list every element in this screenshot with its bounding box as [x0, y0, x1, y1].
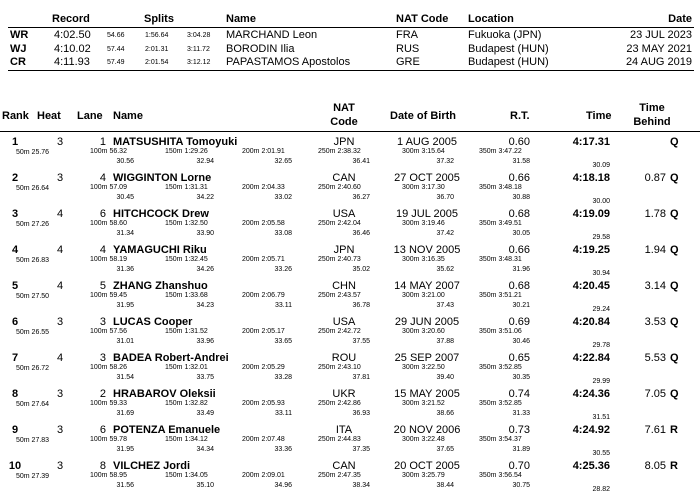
result-rank: 8: [11, 388, 19, 400]
result-rt: 0.66: [508, 244, 530, 256]
result-d200: 33.28: [274, 374, 292, 381]
result-d300: 38.44: [436, 482, 454, 489]
result-s350: 350m 3:48.31: [479, 256, 522, 263]
result-lane: 2: [99, 388, 106, 400]
result-dob: 20 NOV 2006: [393, 424, 461, 436]
result-s200: 200m 2:04.33: [242, 184, 285, 191]
result-rt: 0.73: [508, 424, 530, 436]
record-name: MARCHAND Leon: [226, 29, 318, 41]
result-dob: 19 JUL 2005: [396, 208, 458, 220]
result-behind: 1.94: [644, 244, 666, 256]
records-header-record: Record: [52, 13, 90, 25]
records-header-location: Location: [468, 13, 514, 25]
result-time: 4:19.09: [572, 208, 610, 220]
result-nat: CAN: [332, 172, 356, 184]
result-s50: 50m 27.26: [16, 221, 50, 228]
result-d400: 30.55: [592, 450, 610, 457]
result-d250: 37.35: [352, 446, 370, 453]
result-s250: 250m 2:42.04: [318, 220, 361, 227]
result-d350: 31.58: [512, 158, 530, 165]
result-s250: 250m 2:42.72: [318, 328, 361, 335]
result-name: BADEA Robert-Andrei: [113, 352, 229, 364]
result-s200: 200m 2:05.71: [242, 256, 285, 263]
result-d300: 37.88: [436, 338, 454, 345]
result-d150: 34.26: [196, 266, 214, 273]
result-d150: 33.90: [196, 230, 214, 237]
record-s3: 3:04.28: [187, 32, 211, 39]
result-d100: 31.69: [116, 410, 134, 417]
result-q: R: [670, 424, 678, 436]
result-lane: 3: [99, 352, 106, 364]
result-q: Q: [670, 388, 679, 400]
result-dob: 27 OCT 2005: [394, 172, 460, 184]
result-s300: 300m 3:21.52: [402, 400, 445, 407]
result-heat: 3: [56, 424, 64, 436]
result-d350: 31.96: [512, 266, 530, 273]
result-s200: 200m 2:05.29: [242, 364, 285, 371]
result-name: YAMAGUCHI Riku: [113, 244, 207, 256]
result-nat: USA: [332, 208, 356, 220]
result-s350: 350m 3:52.85: [479, 364, 522, 371]
result-name: POTENZA Emanuele: [113, 424, 221, 436]
header-nat: NAT: [333, 102, 355, 114]
result-behind: 1.78: [644, 208, 666, 220]
result-s350: 350m 3:49.51: [479, 220, 522, 227]
result-d150: 34.22: [196, 194, 214, 201]
result-d250: 35.02: [352, 266, 370, 273]
result-rank: 4: [11, 244, 19, 256]
record-s2: 2:01.54: [145, 59, 169, 66]
result-d350: 30.75: [512, 482, 530, 489]
result-d350: 30.05: [512, 230, 530, 237]
result-lane: 1: [99, 136, 106, 148]
record-s1: 57.49: [107, 59, 125, 66]
result-rt: 0.68: [508, 208, 530, 220]
result-d350: 31.89: [512, 446, 530, 453]
result-d400: 29.24: [592, 306, 610, 313]
result-nat: JPN: [333, 136, 355, 148]
result-nat: UKR: [332, 388, 356, 400]
result-q: Q: [670, 136, 679, 148]
result-nat: JPN: [333, 244, 355, 256]
result-time: 4:20.84: [572, 316, 610, 328]
record-code: WR: [10, 29, 29, 41]
result-name: HRABAROV Oleksii: [113, 388, 216, 400]
result-s250: 250m 2:38.32: [318, 148, 361, 155]
result-rank: 1: [11, 136, 19, 148]
result-time: 4:20.45: [572, 280, 610, 292]
record-location: Fukuoka (JPN): [468, 29, 542, 41]
result-d200: 33.36: [274, 446, 292, 453]
result-s200: 200m 2:05.93: [242, 400, 285, 407]
result-time: 4:19.25: [572, 244, 610, 256]
result-name: WIGGINTON Lorne: [113, 172, 212, 184]
result-behind: 7.05: [644, 388, 666, 400]
header-heat: Heat: [37, 110, 61, 122]
result-rank: 7: [11, 352, 19, 364]
header-rank: Rank: [2, 110, 29, 122]
result-s50: 50m 25.76: [16, 149, 50, 156]
result-s50: 50m 26.64: [16, 185, 50, 192]
result-name: HITCHCOCK Drew: [113, 208, 209, 220]
result-s300: 300m 3:16.35: [402, 256, 445, 263]
result-s150: 150m 1:31.52: [165, 328, 208, 335]
result-s300: 300m 3:21.00: [402, 292, 445, 299]
result-rank: 9: [11, 424, 19, 436]
header-name: Name: [113, 110, 143, 122]
result-s50: 50m 27.39: [16, 473, 50, 480]
result-d400: 29.78: [592, 342, 610, 349]
result-d150: 34.23: [196, 302, 214, 309]
result-d100: 31.34: [116, 230, 134, 237]
result-time: 4:25.36: [572, 460, 610, 472]
result-nat: CHN: [332, 280, 356, 292]
result-d350: 30.88: [512, 194, 530, 201]
result-nat: ITA: [335, 424, 353, 436]
result-behind: 7.61: [644, 424, 666, 436]
result-s250: 250m 2:40.73: [318, 256, 361, 263]
result-d250: 36.46: [352, 230, 370, 237]
result-rt: 0.60: [508, 136, 530, 148]
result-rt: 0.68: [508, 280, 530, 292]
result-s150: 150m 1:32.45: [165, 256, 208, 263]
result-s300: 300m 3:17.30: [402, 184, 445, 191]
record-time: 4:10.02: [54, 42, 91, 55]
result-s350: 350m 3:52.85: [479, 400, 522, 407]
result-d100: 31.01: [116, 338, 134, 345]
result-d200: 33.11: [275, 410, 292, 417]
results-header-rule: [0, 131, 700, 132]
result-d400: 30.09: [592, 162, 610, 169]
result-d400: 30.94: [592, 270, 610, 277]
result-q: Q: [670, 352, 679, 364]
result-heat: 3: [56, 316, 64, 328]
result-lane: 8: [99, 460, 106, 472]
header-time-behind-2: Behind: [633, 116, 671, 128]
result-d200: 33.26: [274, 266, 292, 273]
result-s200: 200m 2:09.01: [242, 472, 285, 479]
result-s250: 250m 2:43.10: [318, 364, 361, 371]
result-d100: 30.56: [116, 158, 134, 165]
result-s150: 150m 1:29.26: [165, 148, 208, 155]
result-d400: 29.99: [592, 378, 610, 385]
record-code: WJ: [10, 42, 27, 55]
result-d100: 31.36: [116, 266, 134, 273]
result-d200: 32.65: [274, 158, 292, 165]
record-nat: FRA: [396, 29, 418, 41]
result-s250: 250m 2:42.86: [318, 400, 361, 407]
result-s150: 150m 1:32.82: [165, 400, 208, 407]
result-lane: 6: [99, 208, 106, 220]
result-rt: 0.65: [508, 352, 530, 364]
result-s150: 150m 1:34.05: [165, 472, 208, 479]
result-rank: 2: [11, 172, 19, 184]
result-rank: 10: [8, 460, 22, 472]
result-s300: 300m 3:25.79: [402, 472, 445, 479]
result-d100: 30.45: [116, 194, 134, 201]
result-d100: 31.95: [116, 446, 134, 453]
record-s1: 57.44: [107, 45, 125, 53]
result-d250: 38.34: [352, 482, 370, 489]
record-name: BORODIN Ilia: [226, 42, 295, 55]
result-behind: 3.53: [644, 316, 666, 328]
record-date: 24 AUG 2019: [625, 56, 692, 68]
result-d300: 35.62: [436, 266, 454, 273]
result-d300: 37.43: [436, 302, 454, 309]
result-time: 4:24.92: [572, 424, 610, 436]
result-s300: 300m 3:15.64: [402, 148, 445, 155]
records-header-date: Date: [668, 13, 692, 25]
result-d200: 33.02: [274, 194, 292, 201]
result-dob: 1 AUG 2005: [397, 136, 457, 148]
result-time: 4:22.84: [572, 352, 610, 364]
result-time: 4:18.18: [572, 172, 610, 184]
result-s300: 300m 3:20.60: [402, 328, 445, 335]
result-d100: 31.95: [116, 302, 134, 309]
result-lane: 4: [99, 244, 106, 256]
result-d300: 38.66: [436, 410, 454, 417]
result-heat: 4: [56, 208, 64, 220]
record-s3: 3:11.72: [187, 45, 210, 53]
result-q: Q: [670, 280, 679, 292]
result-behind: 8.05: [644, 460, 666, 472]
result-s100: 100m 58.19: [90, 256, 127, 263]
result-d350: 30.21: [512, 302, 530, 309]
record-name: PAPASTAMOS Apostolos: [226, 56, 351, 68]
result-d350: 30.35: [512, 374, 530, 381]
result-q: Q: [670, 244, 679, 256]
header-code: Code: [330, 116, 358, 128]
result-s200: 200m 2:06.79: [242, 292, 285, 299]
result-s50: 50m 26.83: [16, 257, 50, 264]
result-s300: 300m 3:19.46: [402, 220, 445, 227]
result-d100: 31.56: [116, 482, 134, 489]
result-d350: 30.46: [512, 338, 530, 345]
result-s200: 200m 2:01.91: [242, 148, 285, 155]
result-s100: 100m 59.45: [90, 292, 127, 299]
result-s300: 300m 3:22.48: [402, 436, 445, 443]
result-lane: 5: [99, 280, 106, 292]
result-heat: 3: [56, 136, 64, 148]
result-rank: 6: [11, 316, 19, 328]
records-header-splits: Splits: [144, 13, 174, 25]
result-d400: 29.58: [592, 234, 610, 241]
result-s250: 250m 2:43.57: [318, 292, 361, 299]
result-d100: 31.54: [116, 374, 134, 381]
result-s250: 250m 2:44.83: [318, 436, 361, 443]
result-nat: ROU: [331, 352, 357, 364]
result-s100: 100m 56.32: [90, 148, 127, 155]
result-q: Q: [670, 208, 679, 220]
record-location: Budapest (HUN): [468, 42, 549, 55]
result-s350: 350m 3:51.06: [479, 328, 522, 335]
result-d300: 37.65: [436, 446, 454, 453]
result-s350: 350m 3:48.18: [479, 184, 522, 191]
result-d150: 35.10: [196, 482, 214, 489]
record-nat: RUS: [396, 42, 420, 55]
result-d150: 32.94: [196, 158, 214, 165]
result-heat: 3: [56, 460, 64, 472]
result-s100: 100m 58.95: [90, 472, 127, 479]
result-s350: 350m 3:51.21: [479, 292, 522, 299]
result-rt: 0.66: [508, 172, 530, 184]
result-lane: 6: [99, 424, 106, 436]
record-s2: 2:01.31: [145, 45, 169, 53]
result-d200: 34.96: [274, 482, 292, 489]
result-time: 4:17.31: [572, 136, 610, 148]
header-rt: R.T.: [510, 110, 530, 122]
result-heat: 4: [56, 352, 64, 364]
result-d150: 34.34: [196, 446, 214, 453]
record-date: 23 MAY 2021: [626, 42, 692, 55]
record-location: Budapest (HUN): [468, 56, 549, 68]
result-s100: 100m 59.33: [90, 400, 127, 407]
records-rule-bottom: [8, 70, 694, 71]
result-s50: 50m 27.83: [16, 437, 50, 444]
record-time: 4:02.50: [54, 29, 91, 41]
result-heat: 4: [56, 244, 64, 256]
result-name: VILCHEZ Jordi: [113, 460, 191, 472]
result-nat: USA: [332, 316, 356, 328]
result-s150: 150m 1:32.50: [165, 220, 208, 227]
result-q: R: [670, 460, 678, 472]
result-d300: 36.70: [436, 194, 454, 201]
record-s3: 3:12.12: [187, 59, 211, 66]
records-header-name: Name: [226, 13, 256, 25]
record-s1: 54.66: [107, 32, 125, 39]
result-nat: CAN: [332, 460, 356, 472]
result-s150: 150m 1:33.68: [165, 292, 208, 299]
result-s50: 50m 27.64: [16, 401, 50, 408]
result-s200: 200m 2:07.48: [242, 436, 285, 443]
result-rt: 0.70: [508, 460, 530, 472]
result-s50: 50m 26.72: [16, 365, 50, 372]
result-d150: 33.49: [196, 410, 214, 417]
result-d400: 30.00: [592, 198, 610, 205]
result-d250: 37.55: [352, 338, 370, 345]
result-time: 4:24.36: [572, 388, 610, 400]
record-s2: 1:56.64: [145, 32, 169, 39]
result-rt: 0.69: [508, 316, 530, 328]
result-name: MATSUSHITA Tomoyuki: [113, 136, 238, 148]
result-dob: 29 JUN 2005: [394, 316, 460, 328]
result-s100: 100m 57.09: [90, 184, 127, 191]
header-time-behind-1: Time: [639, 102, 665, 114]
result-d250: 36.93: [352, 410, 370, 417]
result-lane: 4: [99, 172, 106, 184]
record-date: 23 JUL 2023: [630, 29, 692, 41]
result-d200: 33.11: [275, 302, 292, 309]
result-q: Q: [670, 172, 679, 184]
result-heat: 3: [56, 388, 64, 400]
result-d250: 36.41: [352, 158, 370, 165]
result-name: LUCAS Cooper: [113, 316, 193, 328]
result-d250: 36.78: [352, 302, 370, 309]
result-s100: 100m 57.56: [90, 328, 127, 335]
result-dob: 13 NOV 2005: [393, 244, 461, 256]
result-s150: 150m 1:31.31: [165, 184, 208, 191]
record-code: CR: [10, 56, 26, 68]
result-behind: 0.87: [644, 172, 666, 184]
record-time: 4:11.93: [54, 56, 90, 68]
result-behind: 3.14: [644, 280, 666, 292]
result-d350: 31.33: [512, 410, 530, 417]
result-s150: 150m 1:32.01: [165, 364, 208, 371]
result-s100: 100m 58.26: [90, 364, 127, 371]
result-behind: 5.53: [644, 352, 666, 364]
result-d150: 33.96: [196, 338, 214, 345]
result-s100: 100m 58.60: [90, 220, 127, 227]
result-dob: 20 OCT 2005: [394, 460, 460, 472]
result-rank: 5: [11, 280, 19, 292]
result-d400: 31.51: [592, 414, 610, 421]
result-heat: 3: [56, 172, 64, 184]
result-dob: 25 SEP 2007: [394, 352, 460, 364]
result-s350: 350m 3:56.54: [479, 472, 522, 479]
result-s100: 100m 59.78: [90, 436, 127, 443]
result-d200: 33.08: [274, 230, 292, 237]
result-s350: 350m 3:54.37: [479, 436, 522, 443]
header-time: Time: [586, 110, 612, 122]
records-rule-top: [8, 27, 694, 28]
result-q: Q: [670, 316, 679, 328]
result-s50: 50m 27.50: [16, 293, 50, 300]
result-d300: 37.32: [436, 158, 454, 165]
result-d250: 36.27: [352, 194, 370, 201]
result-dob: 15 MAY 2005: [394, 388, 460, 400]
result-d150: 33.75: [196, 374, 214, 381]
header-lane: Lane: [77, 110, 103, 122]
result-s50: 50m 26.55: [16, 329, 50, 336]
result-d300: 37.42: [436, 230, 454, 237]
result-s300: 300m 3:22.50: [402, 364, 445, 371]
result-s250: 250m 2:40.60: [318, 184, 361, 191]
result-s150: 150m 1:34.12: [165, 436, 208, 443]
record-nat: GRE: [396, 56, 420, 68]
result-d400: 28.82: [592, 486, 610, 493]
result-s250: 250m 2:47.35: [318, 472, 361, 479]
records-header-nat: NAT Code: [396, 13, 449, 25]
result-d300: 39.40: [436, 374, 454, 381]
result-lane: 3: [99, 316, 106, 328]
result-s200: 200m 2:05.58: [242, 220, 285, 227]
result-heat: 4: [56, 280, 64, 292]
result-s200: 200m 2:05.17: [242, 328, 285, 335]
header-dob: Date of Birth: [390, 110, 456, 122]
result-rank: 3: [11, 208, 19, 220]
result-rt: 0.74: [508, 388, 530, 400]
result-d250: 37.81: [352, 374, 370, 381]
result-name: ZHANG Zhanshuo: [113, 280, 208, 292]
result-d200: 33.65: [274, 338, 292, 345]
result-dob: 14 MAY 2007: [394, 280, 460, 292]
result-s350: 350m 3:47.22: [479, 148, 522, 155]
